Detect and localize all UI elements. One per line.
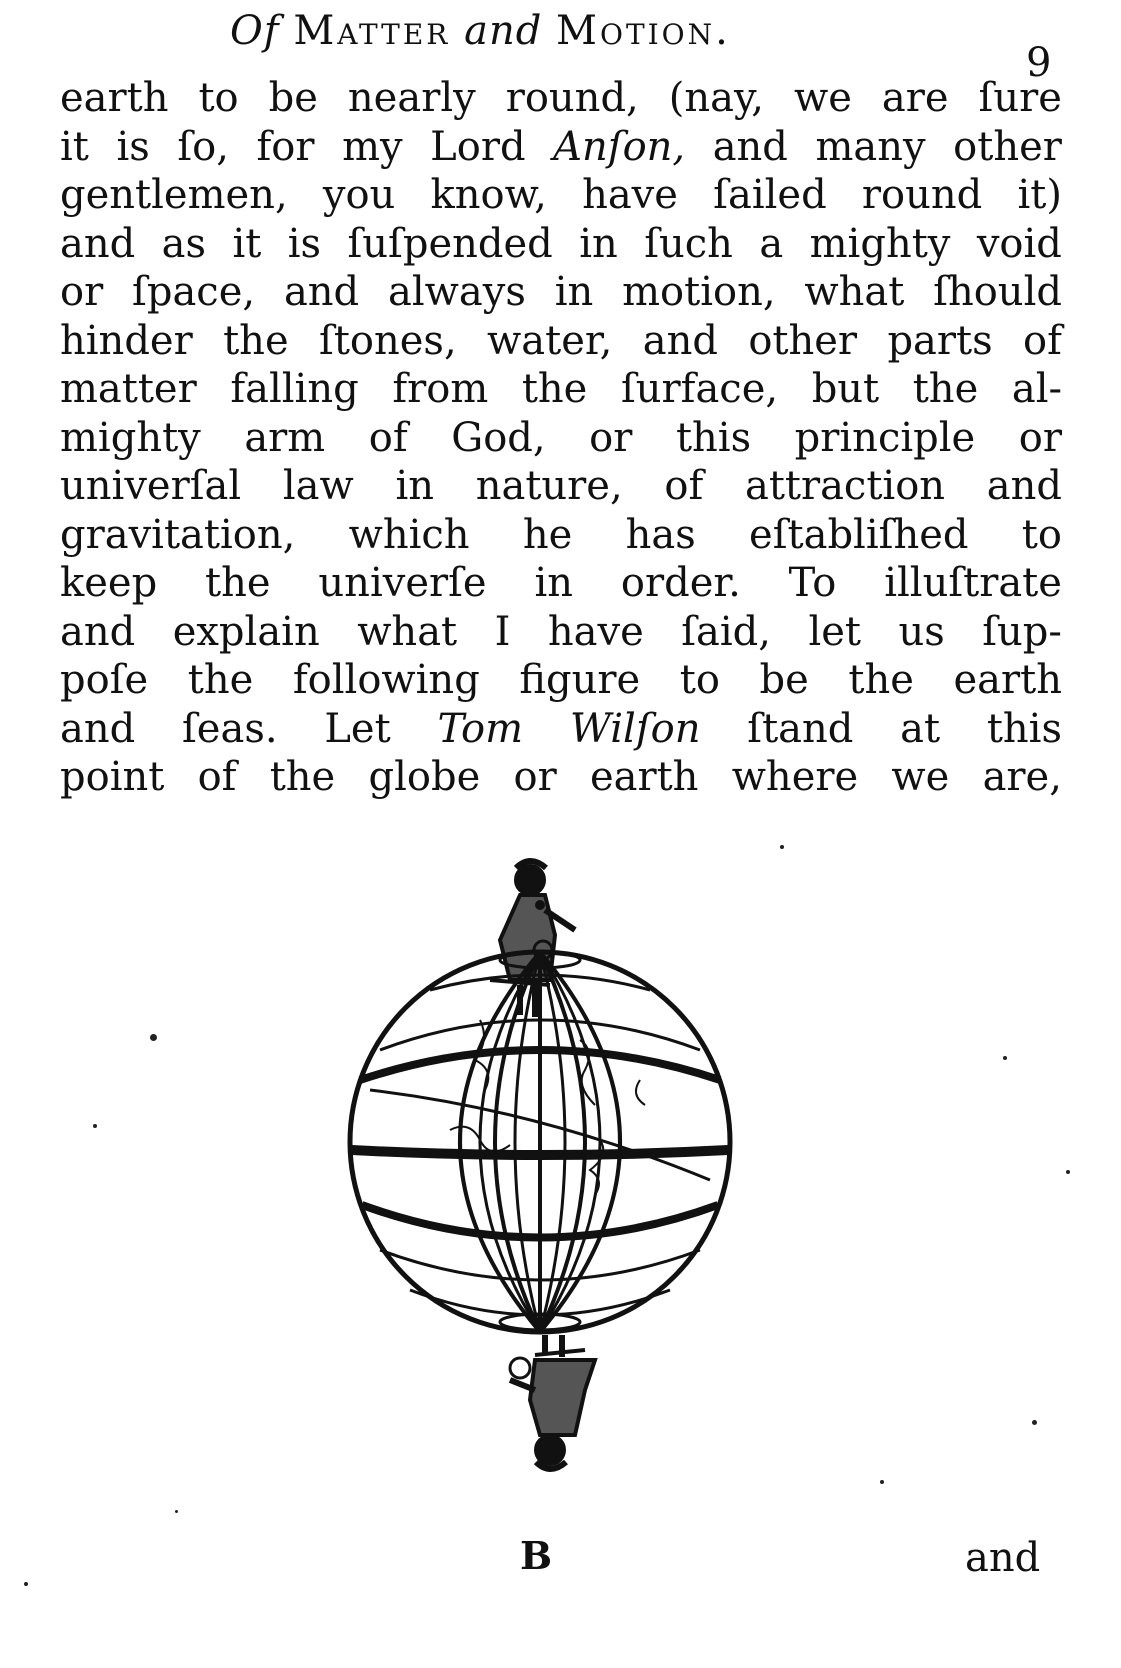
word: where <box>731 754 859 800</box>
word: the <box>521 366 588 412</box>
word: ſhould <box>933 269 1062 315</box>
word: Let <box>324 705 391 752</box>
word: or <box>60 269 104 315</box>
word: this <box>986 705 1062 752</box>
word: ſurface, <box>620 366 779 412</box>
word: and <box>60 705 136 752</box>
word: and <box>60 608 136 655</box>
word: attraction <box>744 463 946 509</box>
catchword: and <box>965 1535 1041 1581</box>
word: it <box>60 123 89 170</box>
page-number: 9 <box>1026 40 1052 86</box>
word: know, <box>430 172 547 218</box>
word: we <box>891 754 950 800</box>
running-head-matter: Matter <box>293 8 451 54</box>
word: round, <box>505 75 639 121</box>
word: ſailed <box>713 172 827 218</box>
word: or <box>1018 414 1062 461</box>
word: parts <box>887 317 993 364</box>
word: is <box>287 220 322 267</box>
word: us <box>898 608 945 655</box>
body-text <box>60 74 1062 802</box>
word: ſuch <box>644 220 733 267</box>
word: the <box>223 317 289 364</box>
italic-word: Anſon, <box>553 123 686 170</box>
word: we <box>793 75 852 121</box>
paper-speck <box>780 845 784 849</box>
word: have <box>582 172 678 218</box>
word: the <box>187 657 254 703</box>
text-line <box>60 268 1062 317</box>
word: ſpace, <box>132 269 256 315</box>
word: to <box>679 657 720 703</box>
italic-word: Wilſon <box>569 705 701 752</box>
paper-speck <box>150 1034 157 1041</box>
text-line <box>60 753 1062 802</box>
word: keep <box>60 560 158 606</box>
word: ſtones, <box>319 317 457 364</box>
word: are <box>881 75 949 121</box>
text-line <box>60 74 1062 123</box>
word: ſtand <box>747 705 854 752</box>
word: ſuſpended <box>347 220 553 267</box>
word: in <box>554 269 594 315</box>
word: matter <box>60 366 197 412</box>
word: have <box>547 608 644 655</box>
word: principle <box>794 414 976 461</box>
word: the <box>912 366 979 412</box>
word: nearly <box>347 75 476 121</box>
text-line <box>60 317 1062 366</box>
text-line <box>60 608 1062 657</box>
running-head-of: Of <box>230 8 280 54</box>
word: the <box>848 657 914 703</box>
word: God, <box>451 414 546 461</box>
word: from <box>392 366 489 412</box>
text-line <box>60 656 1062 705</box>
word: ſure <box>978 75 1062 121</box>
word: order. <box>620 560 741 606</box>
word: water, <box>487 317 613 364</box>
paper-speck <box>880 1480 884 1484</box>
word: earth <box>953 657 1062 703</box>
word: this <box>675 414 752 461</box>
word: be <box>759 657 809 703</box>
word: point <box>60 754 165 800</box>
word: eſtabliſhed <box>749 511 969 558</box>
word: To <box>788 560 837 606</box>
word: as <box>161 220 207 267</box>
text-line <box>60 365 1062 414</box>
word: for <box>256 123 315 170</box>
word: what <box>804 269 905 315</box>
word: other <box>748 317 858 364</box>
word: illuſtrate <box>884 560 1062 606</box>
word: always <box>388 269 526 315</box>
word: gentlemen, <box>60 172 288 218</box>
word: it) <box>1017 172 1062 218</box>
word: and <box>283 269 360 315</box>
word: you <box>322 172 396 218</box>
word: has <box>625 511 696 558</box>
word: round <box>861 172 983 218</box>
word: is <box>116 123 150 170</box>
word: mighty <box>809 220 951 267</box>
text-line <box>60 414 1062 463</box>
ball-bottom-icon <box>510 1358 530 1378</box>
word: the <box>269 754 336 800</box>
word: ſaid, <box>681 608 771 655</box>
inverted-figure-icon <box>510 1335 595 1469</box>
text-line <box>60 511 1062 560</box>
word: al- <box>1011 366 1062 412</box>
running-head-motion: Motion. <box>556 8 731 54</box>
word: in <box>534 560 574 606</box>
word: which <box>348 511 470 558</box>
text-line <box>60 220 1062 269</box>
word: univerſal <box>60 463 242 509</box>
word: law <box>282 463 354 509</box>
paper-speck <box>1032 1420 1037 1425</box>
word: explain <box>172 608 320 655</box>
word: gravitation, <box>60 511 296 558</box>
running-head-and: and <box>464 8 543 54</box>
word: my <box>342 123 403 170</box>
word: at <box>900 705 941 752</box>
word: ſo, <box>177 123 229 170</box>
word: arm <box>244 414 326 461</box>
word: univerſe <box>318 560 487 606</box>
word: I <box>494 608 511 655</box>
word: it <box>232 220 262 267</box>
globe-icon <box>350 952 730 1332</box>
word: he <box>522 511 573 558</box>
signature-mark: B <box>520 1533 553 1578</box>
word: of <box>1023 317 1062 364</box>
word: of <box>368 414 408 461</box>
word: other <box>953 123 1062 170</box>
word: in <box>395 463 435 509</box>
word: and <box>712 123 788 170</box>
word: following <box>292 657 480 703</box>
word: (nay, <box>668 75 764 121</box>
word: many <box>815 123 926 170</box>
word: figure <box>519 657 641 703</box>
italic-word: Tom <box>437 705 524 752</box>
word: or <box>589 414 633 461</box>
word: mighty <box>60 414 201 461</box>
word: in <box>579 220 618 267</box>
paper-speck <box>175 1510 178 1513</box>
word: to <box>1021 511 1062 558</box>
word: void <box>976 220 1062 267</box>
word: poſe <box>60 657 149 703</box>
paper-speck <box>93 1124 97 1128</box>
word: and <box>60 220 136 267</box>
word: and <box>986 463 1062 509</box>
word: and <box>642 317 718 364</box>
word: what <box>357 608 458 655</box>
word: be <box>268 75 318 121</box>
text-line <box>60 171 1062 220</box>
paper-speck <box>24 1582 28 1586</box>
word: of <box>664 463 704 509</box>
word: Lord <box>430 123 526 170</box>
text-line <box>60 462 1062 511</box>
globe-illustration <box>340 850 780 1520</box>
text-line <box>60 705 1062 754</box>
word: earth <box>589 754 699 800</box>
word: to <box>198 75 239 121</box>
word: nature, <box>475 463 623 509</box>
word: earth <box>60 75 169 121</box>
word: let <box>808 608 861 655</box>
text-line <box>60 559 1062 608</box>
word: of <box>197 754 237 800</box>
word: or <box>513 754 557 800</box>
paper-speck <box>1066 1170 1070 1174</box>
word: but <box>811 366 880 412</box>
word: globe <box>368 754 481 800</box>
word: ſup- <box>982 608 1062 655</box>
word: are, <box>982 754 1062 800</box>
running-head <box>230 8 731 54</box>
word: motion, <box>622 269 776 315</box>
text-line <box>60 123 1062 172</box>
word: ſeas. <box>182 705 278 752</box>
word: a <box>759 220 784 267</box>
paper-speck <box>1003 1056 1007 1060</box>
word: falling <box>230 366 359 412</box>
word: hinder <box>60 317 193 364</box>
word: the <box>205 560 271 606</box>
